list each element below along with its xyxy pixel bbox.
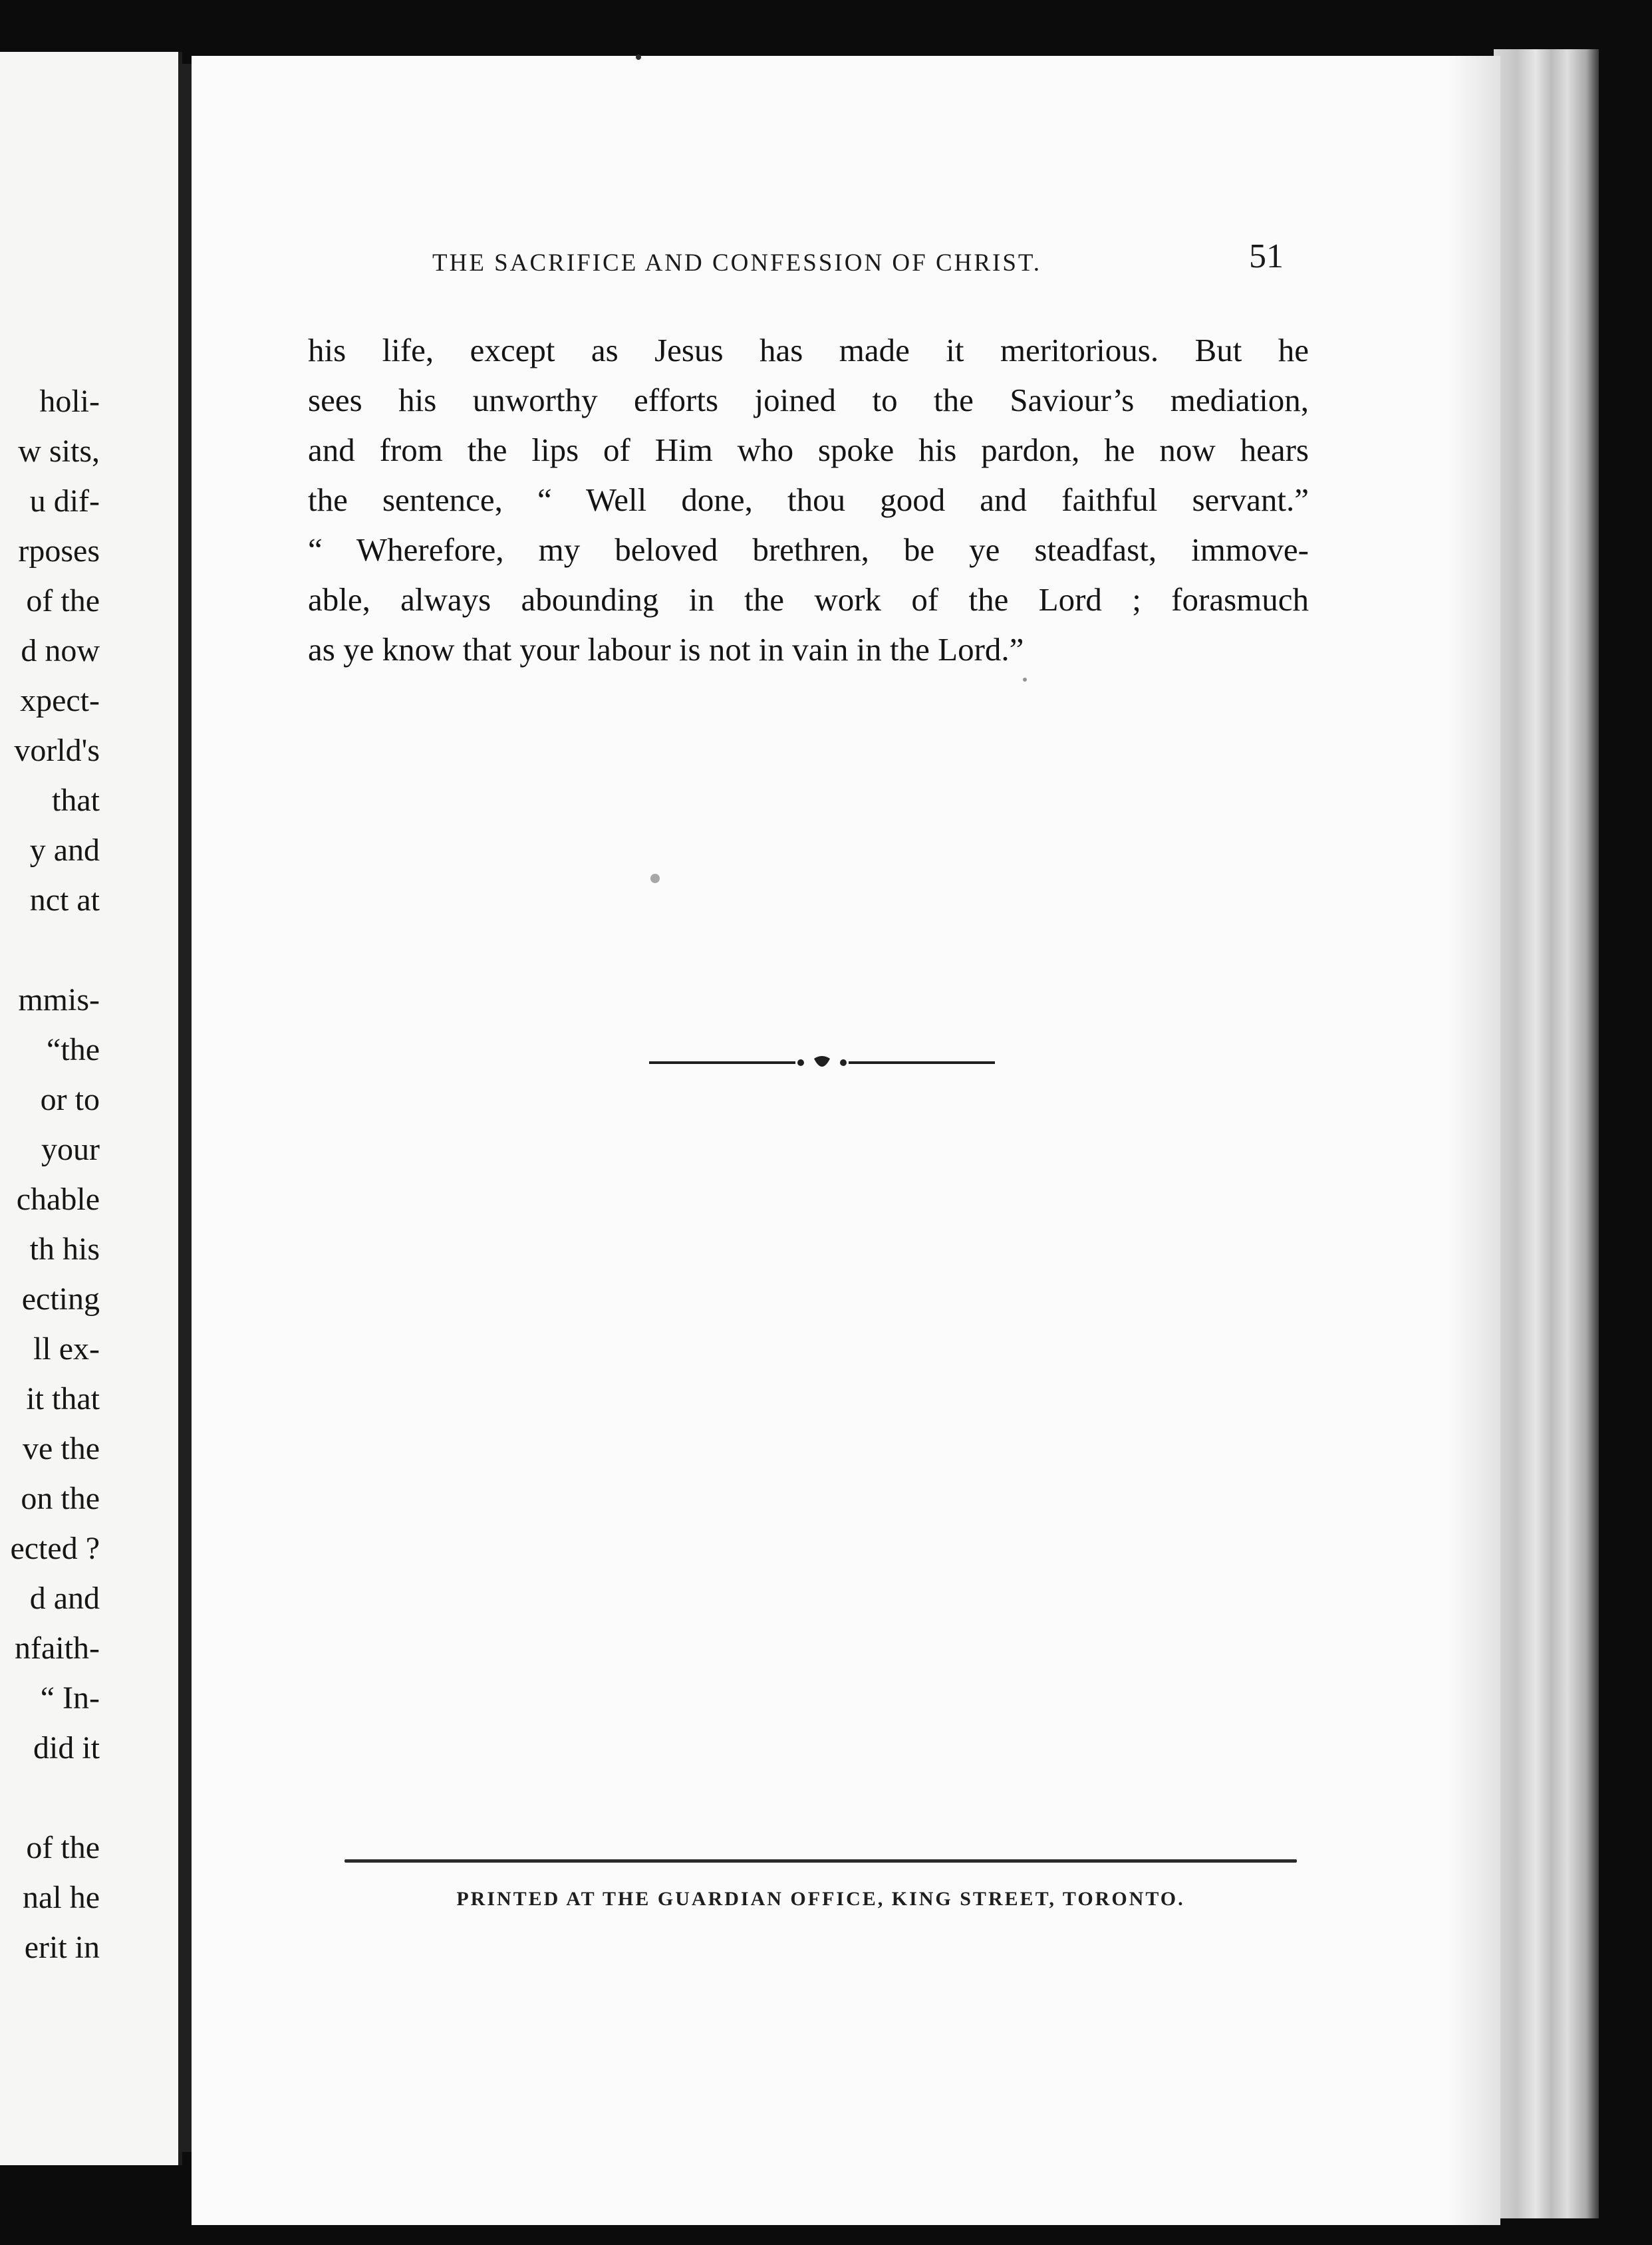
left-facing-page [0, 52, 182, 2165]
body-line: as ye know that your labour is not in vain in the Lord.” [308, 631, 1024, 668]
left-page-line: rposes [18, 533, 100, 569]
left-page-line: chable [16, 1182, 100, 1217]
page-shadow [1447, 56, 1500, 2225]
left-page-line: nct at [29, 882, 100, 918]
left-page-line: ll ex- [33, 1331, 100, 1367]
left-page-line: of the [26, 1830, 100, 1865]
left-page-line: or to [40, 1082, 100, 1117]
body-line: and from the lips of Him who spoke his pardon, he now hears [308, 432, 1309, 468]
body-line: his life, except as Jesus has made it meritorious. But he [308, 332, 1309, 368]
ornament-divider [649, 1055, 995, 1071]
body-line: sees his unworthy efforts joined to the Saviour’s mediation, [308, 382, 1309, 418]
left-page-line: ve the [23, 1431, 100, 1466]
left-page-line: “ In- [40, 1680, 100, 1716]
body-paragraph [308, 325, 1309, 674]
left-page-line: nal he [23, 1880, 100, 1915]
body-line: “ Wherefore, my beloved brethren, be ye steadfast, immove- [308, 531, 1309, 568]
right-page [192, 56, 1500, 2225]
left-page-line: erit in [24, 1930, 100, 1965]
printer-imprint: PRINTED AT THE GUARDIAN OFFICE, KING STREET, TORONTO. [456, 1888, 1185, 1910]
left-page-line: did it [33, 1730, 100, 1766]
left-page-line: it that [26, 1381, 100, 1416]
left-page-line: of the [26, 583, 100, 618]
left-page-line: holi- [39, 384, 100, 419]
left-page-line: “the [47, 1032, 100, 1067]
page-edges [1494, 49, 1599, 2218]
scan-speck [1023, 678, 1027, 682]
left-page-line: vorld's [14, 733, 100, 768]
running-head: THE SACRIFICE AND CONFESSION OF CHRIST. [432, 249, 1042, 277]
left-page-line: ected ? [10, 1531, 100, 1566]
left-page-line: your [41, 1132, 100, 1167]
left-page-line [0, 925, 100, 975]
left-page-line: nfaith- [15, 1631, 100, 1666]
body-line: able, always abounding in the work of the Lord ; forasmuch [308, 581, 1309, 618]
left-page-text [0, 376, 100, 1972]
left-page-line: th his [29, 1232, 100, 1267]
left-page-line: ecting [21, 1281, 100, 1317]
left-page-line [0, 1773, 100, 1823]
left-page-line: that [52, 783, 100, 818]
footer-rule [344, 1859, 1297, 1863]
book-gutter [178, 64, 192, 2152]
scan-speck [636, 55, 641, 60]
left-page-line: y and [29, 833, 100, 868]
left-page-line: u dif- [29, 483, 100, 519]
left-page-line: xpect- [20, 683, 100, 718]
left-page-line: w sits, [18, 434, 100, 469]
scan-speck [650, 874, 660, 883]
left-page-line: on the [21, 1481, 100, 1516]
left-page-line: mmis- [18, 982, 100, 1017]
page-number: 51 [1249, 237, 1284, 275]
left-page-line: d and [29, 1581, 100, 1616]
left-page-line: d now [21, 633, 100, 668]
body-line: the sentence, “ Well done, thou good and faithful servant.” [308, 481, 1309, 518]
